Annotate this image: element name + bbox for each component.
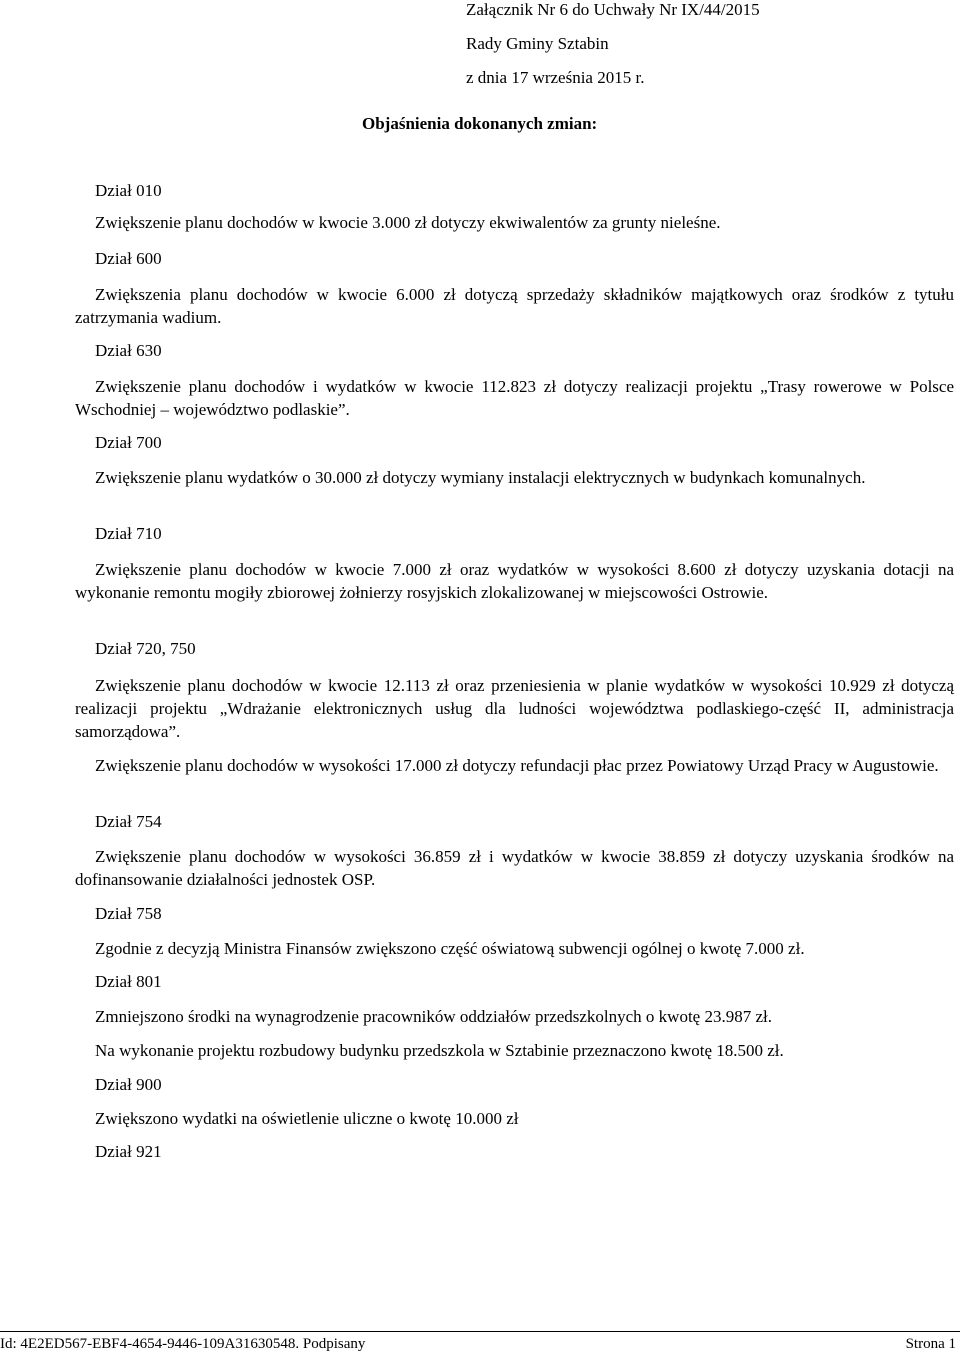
section-text: Zwiększenie planu dochodów w wysokości 36.859 zł i wydatków w kwocie 38.859 zł dotyczy uzyskania środków na dofinansowanie działalności jednostek OSP. [75, 847, 954, 889]
document-title: Objaśnienia dokonanych zmian: [362, 114, 598, 133]
section-heading: Dział 720, 750 [95, 639, 196, 658]
footer-divider [0, 1331, 960, 1332]
footer-document-id: Id: 4E2ED567-EBF4-4654-9446-109A31630548. Podpisany [0, 1336, 366, 1352]
section-text: Zmniejszono środki na wynagrodzenie pracowników oddziałów przedszkolnych o kwotę 23.987 zł. [95, 1007, 772, 1026]
section-heading: Dział 900 [95, 1075, 162, 1094]
section-heading: Dział 700 [95, 433, 162, 452]
section-heading: Dział 710 [95, 524, 162, 543]
section-text: Zgodnie z decyzją Ministra Finansów zwiększono część oświatową subwencji ogólnej o kwotę 7.000 zł. [95, 939, 805, 958]
attachment-line: Załącznik Nr 6 do Uchwały Nr IX/44/2015 [466, 0, 760, 19]
section-text: Zwiększenie planu dochodów w kwocie 3.000 zł dotyczy ekwiwalentów za grunty nieleśne. [95, 213, 721, 232]
section-heading: Dział 754 [95, 812, 162, 831]
section-heading: Dział 010 [95, 181, 162, 200]
council-line: Rady Gminy Sztabin [466, 34, 609, 53]
section-text: Zwiększenie planu dochodów w wysokości 17.000 zł dotyczy refundacji płac przez Powiatowy Urząd Pracy w Augustowie. [95, 756, 939, 775]
section-text: Zwiększono wydatki na oświetlenie uliczne o kwotę 10.000 zł [95, 1109, 519, 1128]
section-text: Zwiększenie planu dochodów w kwocie 7.000 zł oraz wydatków w wysokości 8.600 zł dotyczy uzyskania dotacji na wykonanie remontu mogiły zbiorowej żołnierzy rosyjskich zlokalizowanej w miejscowości Ostrowie. [75, 560, 954, 602]
section-text: Zwiększenie planu wydatków o 30.000 zł dotyczy wymiany instalacji elektrycznych w budynkach komunalnych. [95, 468, 866, 487]
section-heading: Dział 630 [95, 341, 162, 360]
section-text: Zwiększenia planu dochodów w kwocie 6.000 zł dotyczą sprzedaży składników majątkowych oraz środków z tytułu zatrzymania wadium. [75, 285, 954, 327]
section-text: Zwiększenie planu dochodów i wydatków w kwocie 112.823 zł dotyczy realizacji projektu „Trasy rowerowe w Polsce Wschodniej – województwo podlaskie”. [75, 377, 954, 419]
section-heading: Dział 600 [95, 249, 162, 268]
section-heading: Dział 801 [95, 972, 162, 991]
section-text: Na wykonanie projektu rozbudowy budynku przedszkola w Sztabinie przeznaczono kwotę 18.500 zł. [95, 1041, 784, 1060]
section-text: Zwiększenie planu dochodów w kwocie 12.113 zł oraz przeniesienia w planie wydatków w wysokości 10.929 zł dotyczą realizacji projektu „Wdrażanie elektronicznych usług dla ludności województwa podlaskiego-część II, administracja samorządowa”. [75, 676, 954, 741]
footer-page-number: Strona 1 [905, 1336, 956, 1352]
section-heading: Dział 758 [95, 904, 162, 923]
date-line: z dnia 17 września 2015 r. [466, 68, 645, 87]
section-heading: Dział 921 [95, 1142, 162, 1161]
